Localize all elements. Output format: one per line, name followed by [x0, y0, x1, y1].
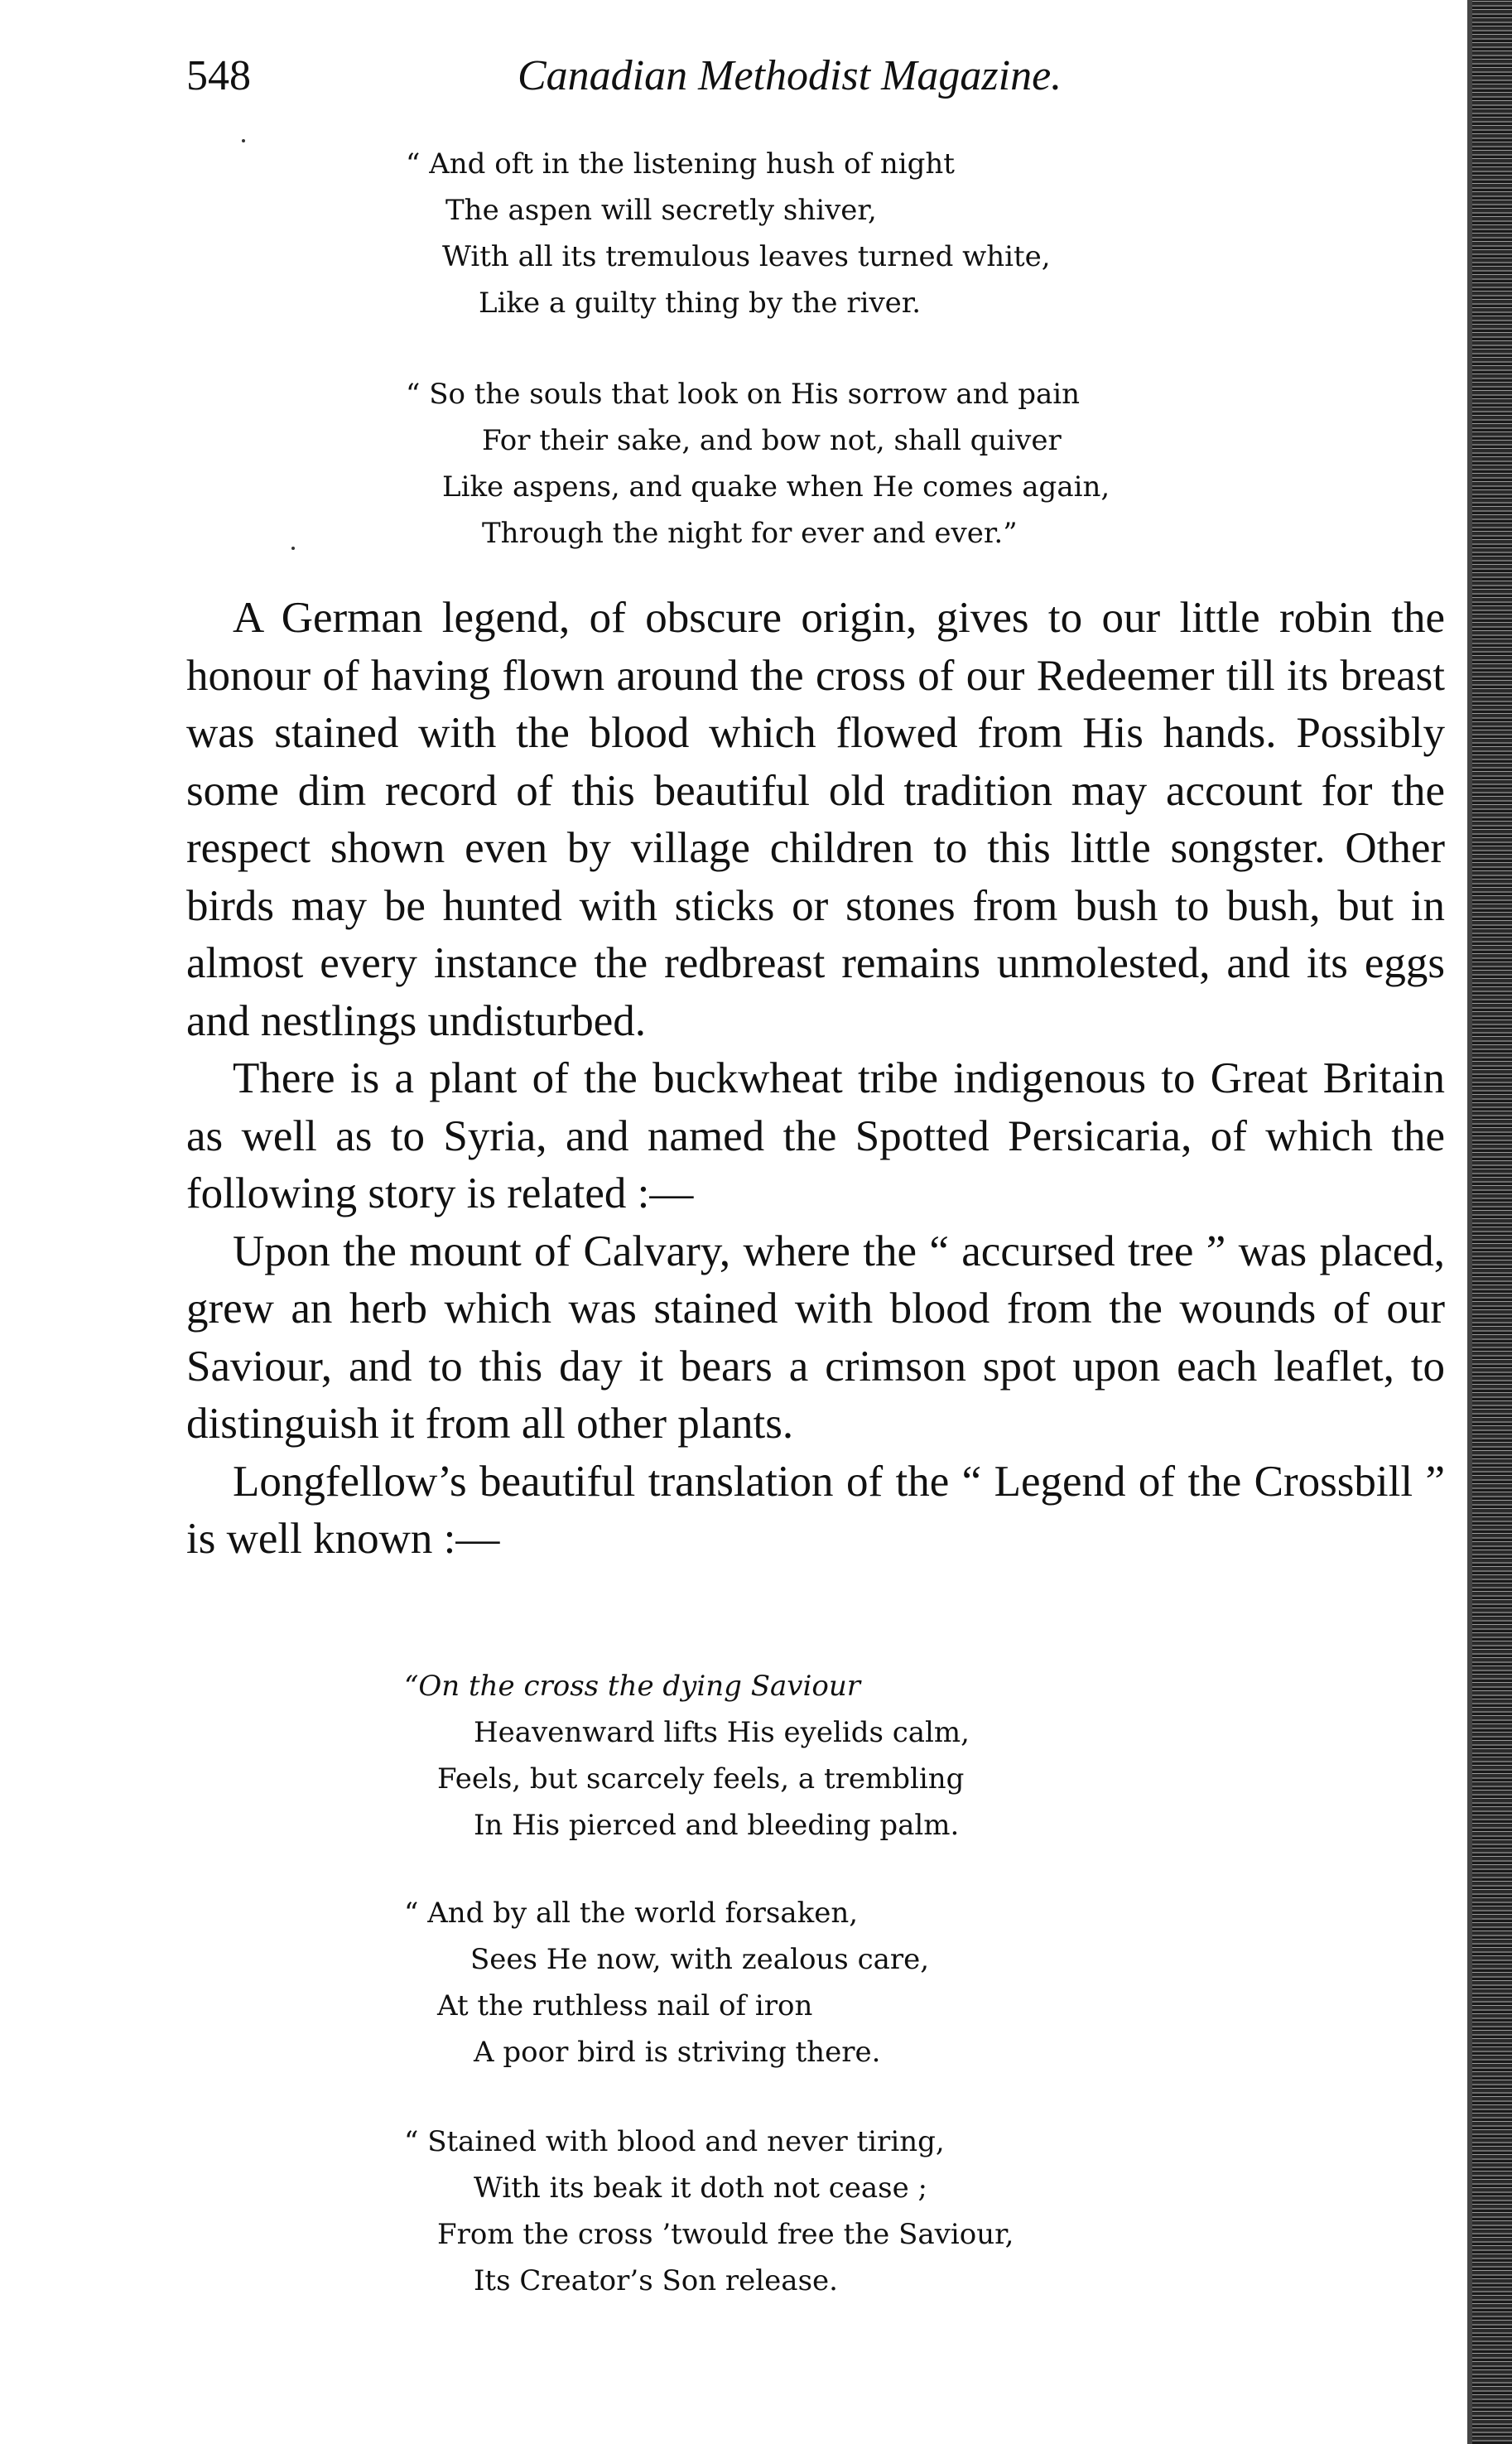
poem-line: With all its tremulous leaves turned white,: [442, 240, 1051, 273]
poem-line: “ Stained with blood and never tiring,: [404, 2125, 945, 2158]
poem-line: The aspen will secretly shiver,: [445, 194, 877, 227]
poem-line: At the ruthless nail of iron: [437, 1989, 813, 2022]
poem-aspen-stanza-2: [406, 371, 1110, 557]
poem-line: Heavenward lifts His eyelids calm,: [474, 1716, 970, 1749]
paragraph-persicaria: There is a plant of the buckwheat tribe indigenous to Great Britain as well as to Syria, and named the Spotted Persicaria, of which the following story is related :—: [186, 1054, 1445, 1217]
poem-line: With its beak it doth not cease ;: [474, 2172, 928, 2205]
paragraph-calvary: Upon the mount of Calvary, where the “ accursed tree ” was placed, grew an herb which was stained with blood from the wounds of our Saviour, and to this day it bears a crimson spot upon each leaflet, to distinguish it from all other plants.: [186, 1227, 1445, 1448]
paragraph-robin: A German legend, of obscure origin, gives to our little robin the honour of having flown around the cross of our Redeemer till its breast was stained with the blood which flowed from His hands. Possibly some dim record of this beautiful old tradition may account for the respect shown even by village children to this little songster. Other birds may be hunted with sticks or stones from bush to bush, but in almost every instance the redbreast remains unmolested, and its eggs and nestlings undisturbed.: [186, 594, 1445, 1045]
poem-aspen-stanza-1: [406, 141, 1051, 326]
page-number: 548: [186, 52, 251, 99]
prose-block: [186, 590, 1445, 1569]
running-title: Canadian Methodist Magazine.: [518, 52, 1062, 99]
poem-crossbill-stanza-3: [404, 2119, 1014, 2304]
poem-crossbill-stanza-1: [404, 1663, 970, 1849]
print-speck: [291, 547, 295, 550]
poem-crossbill-stanza-2: [404, 1890, 929, 2075]
page-edge-binding: [1472, 0, 1512, 2444]
poem-line: “On the cross the dying Saviour: [404, 1670, 860, 1703]
poem-line: Through the night for ever and ever.”: [482, 517, 1018, 550]
poem-line: Like aspens, and quake when He comes again,: [442, 470, 1110, 504]
poem-line: From the cross ’twould free the Saviour,: [437, 2218, 1014, 2251]
poem-line: Like a guilty thing by the river.: [479, 287, 922, 320]
poem-line: “ So the souls that look on His sorrow and pain: [406, 378, 1081, 411]
paragraph-longfellow: Longfellow’s beautiful translation of the “ Legend of the Crossbill ” is well known :—: [186, 1457, 1445, 1563]
poem-line: Feels, but scarcely feels, a trembling: [437, 1762, 965, 1796]
poem-line: In His pierced and bleeding palm.: [474, 1809, 960, 1842]
poem-line: For their sake, and bow not, shall quiver: [482, 424, 1062, 457]
poem-line: “ And oft in the listening hush of night: [406, 147, 955, 181]
poem-line: Sees He now, with zealous care,: [470, 1943, 930, 1976]
poem-line: Its Creator’s Son release.: [474, 2264, 838, 2297]
page-header: [186, 51, 1445, 118]
poem-line: “ And by all the world forsaken,: [404, 1897, 859, 1930]
poem-line: A poor bird is striving there.: [474, 2036, 881, 2069]
print-speck: [242, 139, 245, 142]
